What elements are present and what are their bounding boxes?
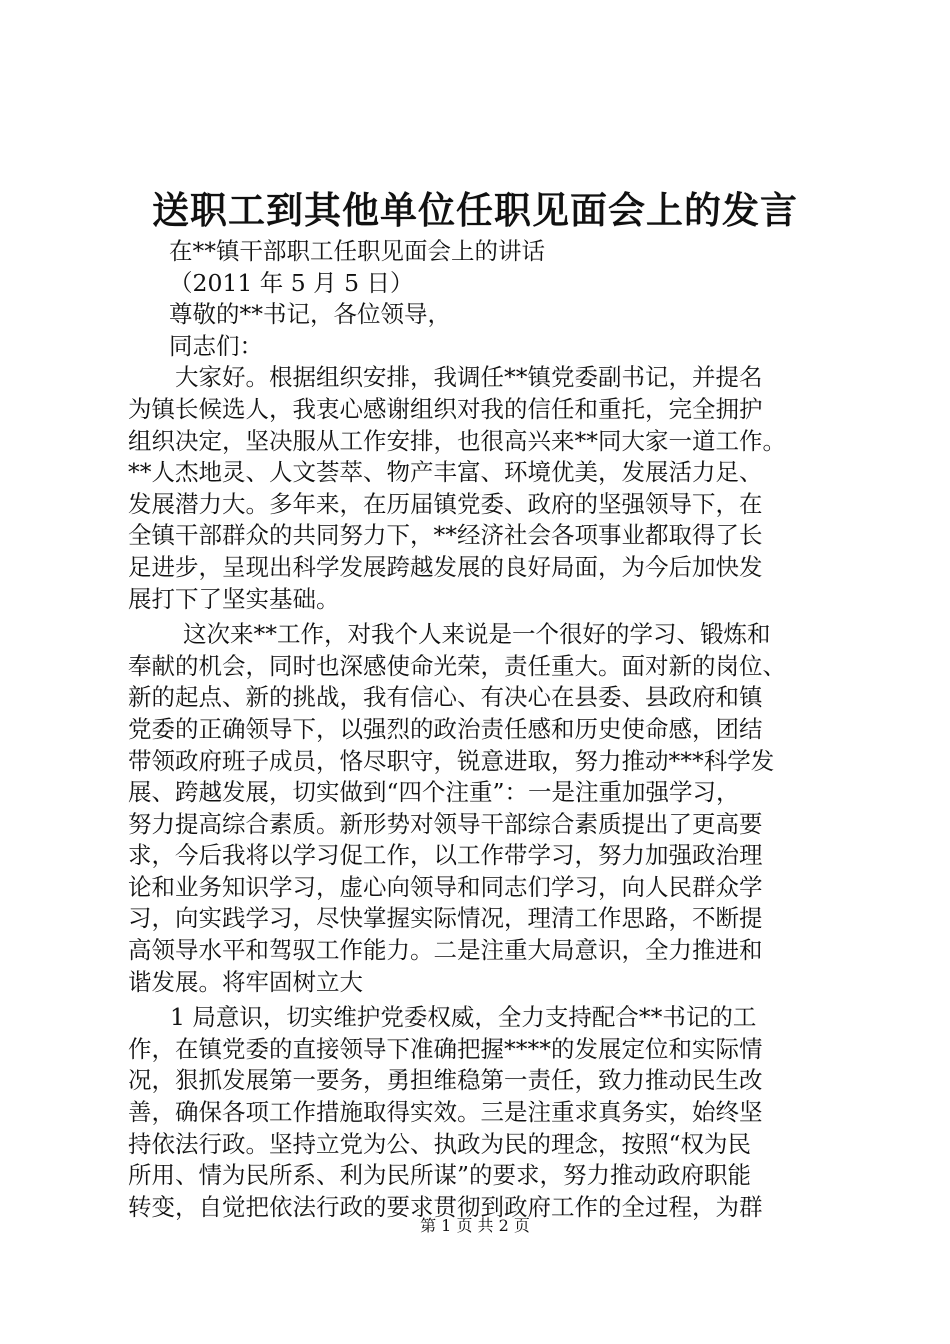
paragraph-line: 习，向实践学习，尽快掌握实际情况，理清工作思路，不断提 xyxy=(128,904,763,933)
paragraph-line: 况，狠抓发展第一要务，勇担维稳第一责任，致力推动民生改 xyxy=(128,1066,763,1095)
salutation-line: 同志们： xyxy=(169,331,263,360)
paragraph-line: 作，在镇党委的直接领导下准确把握****的发展定位和实际情 xyxy=(128,1034,763,1063)
paragraph-line: 所用、情为民所系、利为民所谋”的要求，努力推动政府职能 xyxy=(128,1161,752,1190)
document-title: 送职工到其他单位任职见面会上的发言 xyxy=(152,188,798,232)
speech-date: （2011 年 5 月 5 日） xyxy=(169,268,414,297)
paragraph-line: 这次来**工作，对我个人来说是一个很好的学习、锻炼和 xyxy=(183,620,771,649)
speech-subtitle: 在**镇干部职工任职见面会上的讲话 xyxy=(169,237,545,265)
salutation-line: 尊敬的**书记，各位领导， xyxy=(169,300,451,329)
paragraph-line: 足进步，呈现出科学发展跨越发展的良好局面，为今后加快发 xyxy=(128,552,763,581)
paragraph-line: 展、跨越发展，切实做到“四个注重”：一是注重加强学习， xyxy=(128,778,740,807)
paragraph-line: 组织决定，坚决服从工作安排，也很高兴来**同大家一道工作。 xyxy=(128,426,786,455)
paragraph-line: **人杰地灵、人文荟萃、物产丰富、环境优美，发展活力足、 xyxy=(128,458,763,487)
paragraph-line: 求，今后我将以学习促工作，以工作带学习，努力加强政治理 xyxy=(128,841,763,870)
paragraph-line: 持依法行政。坚持立党为公、执政为民的理念，按照“权为民 xyxy=(128,1129,752,1158)
paragraph-line: 发展潜力大。多年来，在历届镇党委、政府的坚强领导下，在 xyxy=(128,489,763,518)
paragraph-line: 新的起点、新的挑战，我有信心、有决心在县委、县政府和镇 xyxy=(128,683,763,712)
paragraph-line: 带领政府班子成员，恪尽职守，锐意进取，努力推动***科学发 xyxy=(128,746,775,775)
paragraph-line: 党委的正确领导下，以强烈的政治责任感和历史使命感，团结 xyxy=(128,714,763,743)
paragraph-line: 善，确保各项工作措施取得实效。三是注重求真务实，始终坚 xyxy=(128,1098,763,1127)
document-body xyxy=(128,236,833,1223)
paragraph-line: 努力提高综合素质。新形势对领导干部综合素质提出了更高要 xyxy=(128,809,763,838)
paragraph-line: 转变，自觉把依法行政的要求贯彻到政府工作的全过程，为群 xyxy=(128,1192,763,1221)
page-number: 第 1 页 共 2 页 xyxy=(420,1216,530,1235)
paragraph-line: 为镇长候选人，我衷心感谢组织对我的信任和重托，完全拥护 xyxy=(128,394,763,423)
paragraph-line: 高领导水平和驾驭工作能力。二是注重大局意识，全力推进和 xyxy=(128,936,763,965)
paragraph-line: 论和业务知识学习，虚心向领导和同志们学习，向人民群众学 xyxy=(128,872,763,901)
paragraph-line: 展打下了坚实基础。 xyxy=(128,584,340,613)
paragraph-line: 1 局意识，切实维护党委权威，全力支持配合**书记的工 xyxy=(170,1003,757,1032)
paragraph-line: 全镇干部群众的共同努力下，**经济社会各项事业都取得了长 xyxy=(128,521,763,550)
paragraph-line: 谐发展。将牢固树立大 xyxy=(128,967,363,996)
paragraph-line: 大家好。根据组织安排，我调任**镇党委副书记，并提名 xyxy=(175,363,763,392)
paragraph-line: 奉献的机会，同时也深感使命光荣，责任重大。面对新的岗位、 xyxy=(128,651,786,680)
